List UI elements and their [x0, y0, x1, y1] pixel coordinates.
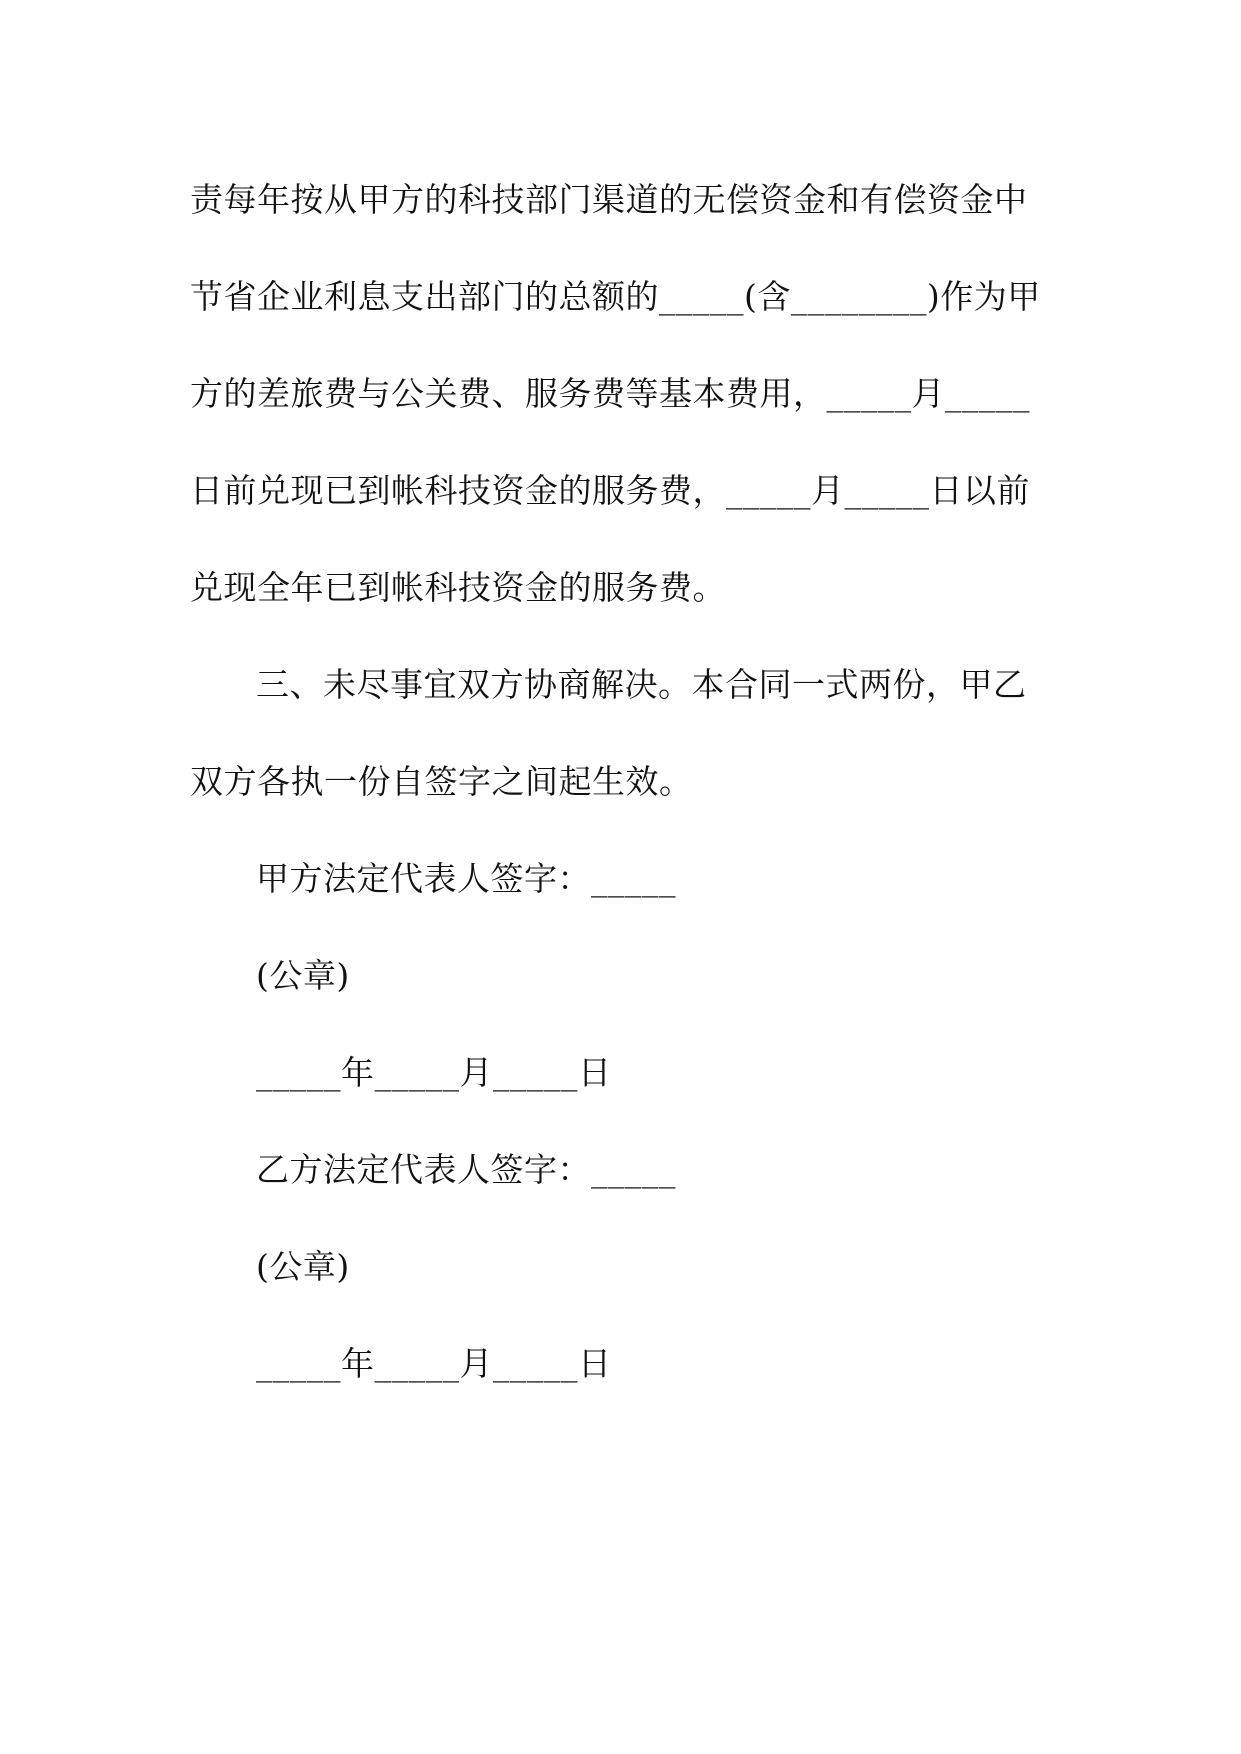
- paragraph-1-line-2: 节省企业利息支出部门的总额的_____(含________)作为甲: [190, 277, 1041, 316]
- party-b-date: _____年_____月_____日: [256, 1344, 612, 1383]
- paragraph-1-line-1: 责每年按从甲方的科技部门渠道的无偿资金和有偿资金中: [190, 180, 1028, 219]
- party-a-seal: (公章): [256, 956, 350, 995]
- party-b-seal: (公章): [256, 1247, 350, 1286]
- party-b-signature: 乙方法定代表人签字：_____: [256, 1150, 676, 1189]
- paragraph-2-line-1: 三、未尽事宜双方协商解决。本合同一式两份，甲乙: [256, 665, 1027, 704]
- party-a-signature: 甲方法定代表人签字：_____: [256, 859, 676, 898]
- party-a-date: _____年_____月_____日: [256, 1053, 612, 1092]
- paragraph-1-line-4: 日前兑现已到帐科技资金的服务费，_____月_____日以前: [190, 471, 1030, 510]
- paragraph-2-line-2: 双方各执一份自签字之间起生效。: [190, 762, 693, 801]
- paragraph-1-line-3: 方的差旅费与公关费、服务费等基本费用，_____月_____: [190, 374, 1030, 413]
- paragraph-1-line-5: 兑现全年已到帐科技资金的服务费。: [190, 568, 726, 607]
